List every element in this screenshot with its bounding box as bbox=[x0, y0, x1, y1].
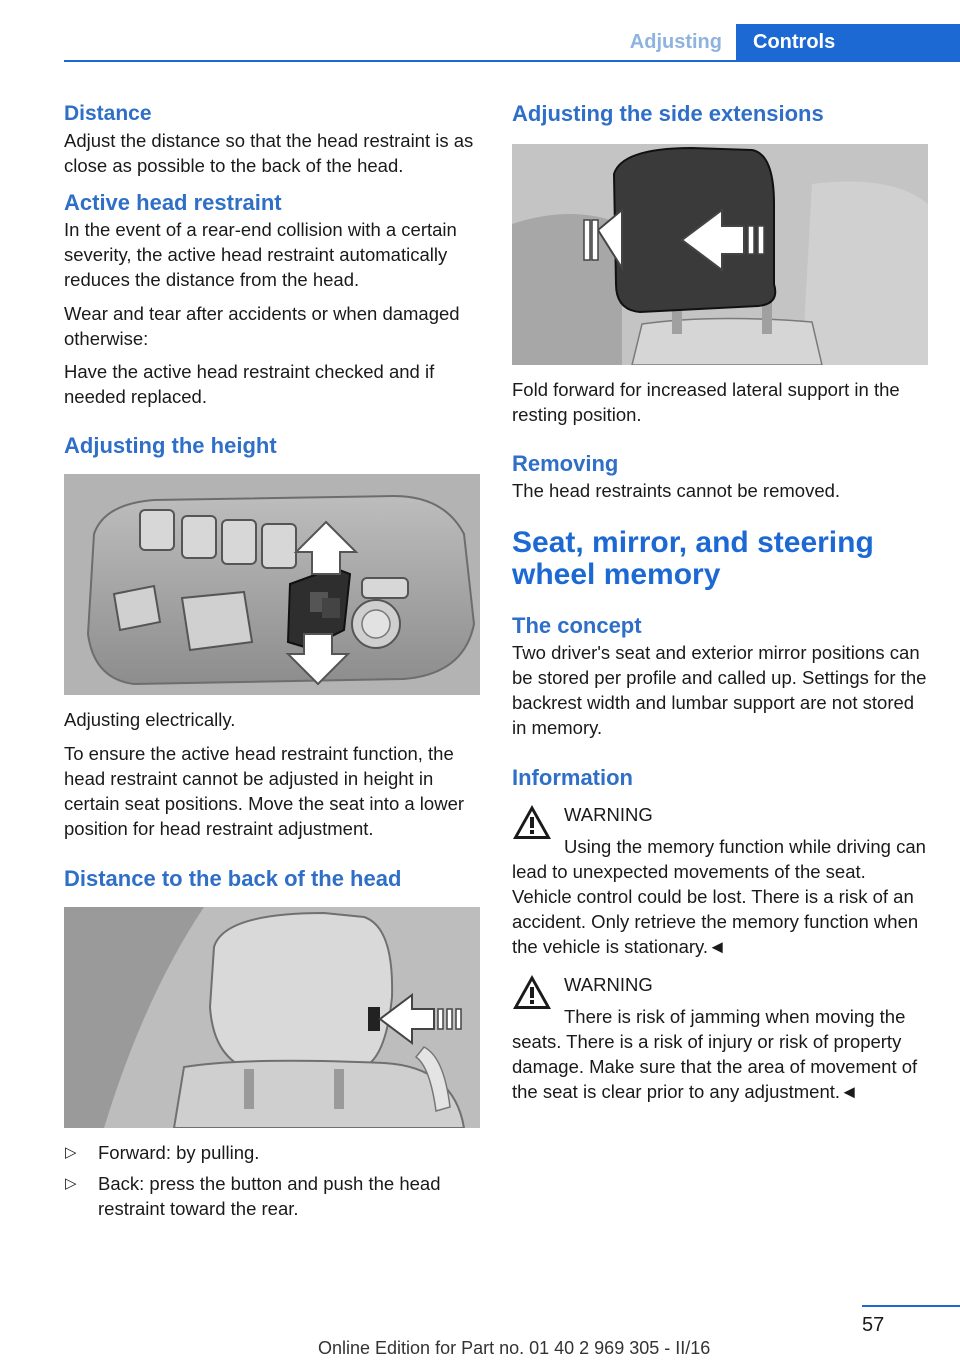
distance-back-heading: Distance to the back of the head bbox=[64, 866, 402, 891]
page-header bbox=[0, 24, 960, 62]
check-text: Have the active head restraint checked and if needed replaced. bbox=[64, 361, 435, 407]
head-distance-steps bbox=[64, 1140, 482, 1221]
section-tab[interactable]: Adjusting bbox=[629, 31, 722, 53]
header-rule bbox=[64, 60, 960, 62]
removing-text: The head restraints cannot be removed. bbox=[512, 480, 841, 501]
footer-rule bbox=[862, 1305, 960, 1307]
information-heading: Information bbox=[512, 765, 633, 790]
chapter-tab[interactable]: Controls bbox=[736, 24, 960, 60]
warning-label: WARNING bbox=[564, 974, 653, 995]
side-extensions-heading: Adjusting the side extensions bbox=[512, 101, 824, 126]
list-bullet-icon: ▷ bbox=[65, 1175, 77, 1192]
warning-triangle-icon bbox=[512, 974, 552, 1010]
head-restraint-image bbox=[64, 907, 480, 1128]
edition-note: Online Edition for Part no. 01 40 2 969 305 - II/16 bbox=[318, 1338, 711, 1358]
list-item bbox=[64, 1171, 482, 1221]
step-back-text: Back: press the button and push the head restraint toward the rear. bbox=[98, 1173, 441, 1219]
warning-block-memory bbox=[512, 802, 930, 959]
list-bullet-icon: ▷ bbox=[65, 1144, 77, 1161]
side-extensions-image bbox=[512, 144, 928, 365]
concept-heading: The concept bbox=[512, 613, 642, 638]
page-number: 57 bbox=[862, 1314, 885, 1336]
adjusting-electrically-text: Adjusting electrically. bbox=[64, 709, 236, 730]
wear-text: Wear and tear after accidents or when damaged otherwise: bbox=[64, 303, 460, 349]
ensure-function-text: To ensure the active head restraint function, the head restraint cannot be adjusted in height in certain seat positions. Move the seat into a lower position for head restraint adjustment. bbox=[64, 743, 465, 839]
warning-text: Using the memory function while driving can lead to unexpected movements of the seat. Vehicle control could be lost. There is a risk of an accident. Only retrieve the memory function when the vehicle is stationary.◄ bbox=[512, 836, 926, 957]
seat-controls-image bbox=[64, 474, 480, 695]
distance-heading: Distance bbox=[64, 102, 152, 125]
warning-block-jamming bbox=[512, 972, 930, 1104]
list-item bbox=[64, 1140, 482, 1165]
right-column bbox=[512, 100, 930, 1104]
warning-label: WARNING bbox=[564, 804, 653, 825]
warning-triangle-icon bbox=[512, 804, 552, 840]
removing-heading: Removing bbox=[512, 451, 619, 476]
adjusting-height-heading: Adjusting the height bbox=[64, 433, 277, 458]
concept-text: Two driver's seat and exterior mirror positions can be stored per profile and called up. Settings for the backrest width and lumbar support are not stored in memory. bbox=[512, 642, 927, 738]
active-head-restraint-text: In the event of a rear-end collision with a certain severity, the active head restraint automatically reduces the distance from the head. bbox=[64, 219, 457, 290]
distance-text: Adjust the distance so that the head restraint is as close as possible to the back of the head. bbox=[64, 130, 474, 176]
active-head-restraint-heading: Active head restraint bbox=[64, 190, 282, 215]
fold-forward-text: Fold forward for increased lateral support in the resting position. bbox=[512, 379, 900, 425]
step-forward-text: Forward: by pulling. bbox=[98, 1142, 260, 1163]
left-column bbox=[64, 100, 482, 1221]
memory-heading: Seat, mirror, and steering wheel memory bbox=[512, 526, 874, 591]
warning-text: There is risk of jamming when moving the seats. There is a risk of injury or risk of property damage. Make sure that the area of movement of the seat is clear prior to any adjustment.◄ bbox=[512, 1006, 918, 1102]
